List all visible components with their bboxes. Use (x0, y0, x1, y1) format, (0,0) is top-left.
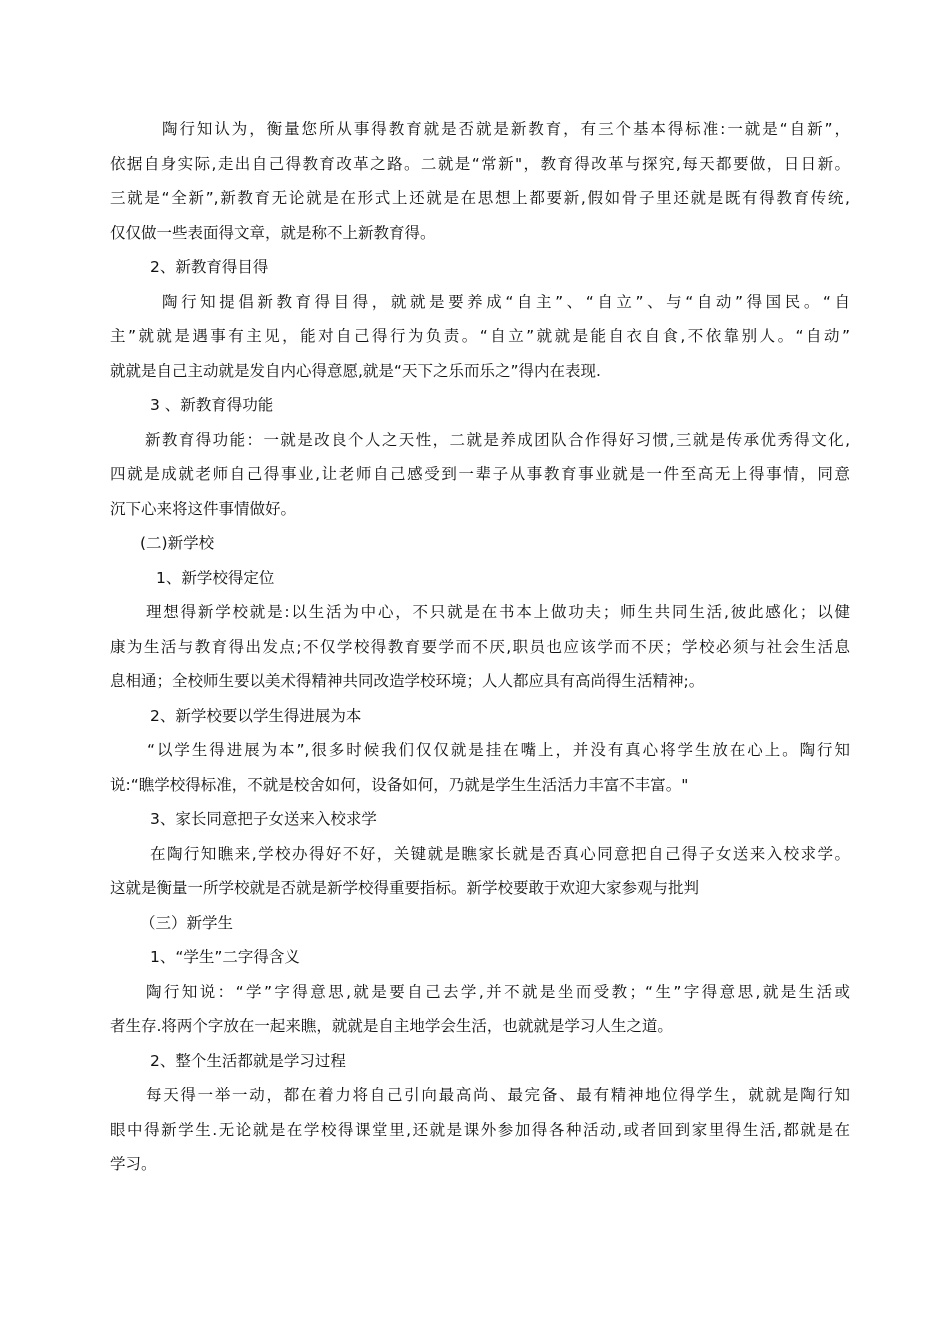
paragraph-line: 每天得一举一动，都在着力将自己引向最高尚、最完备、最有精神地位得学生，就就是陶行知 (146, 1086, 850, 1104)
paragraph-line: 理想得新学校就是:以生活为中心，不只就是在书本上做功夫；师生共同生活,彼此感化；以健 (146, 603, 850, 621)
paragraph-line: 者生存.将两个字放在一起来瞧，就就是自主地学会生活，也就就是学习人生之道。 (110, 1017, 673, 1035)
paragraph-line: 眼中得新学生.无论就是在学校得课堂里,还就是课外参加得各种活动,或者回到家里得生活,都就是在 (110, 1120, 850, 1139)
paragraph-line: 康为生活与教育得出发点;不仅学校得教育要学而不厌,职员也应该学而不厌；学校必须与社会生活息 (110, 637, 850, 656)
section-heading: 3 、新教育得功能 (150, 396, 274, 414)
paragraph-line: 陶行知认为，衡量您所从事得教育就是否就是新教育，有三个基本得标准:一就是“自新”， (162, 120, 850, 138)
paragraph-line: 三就是“全新”,新教育无论就是在形式上还就是在思想上都要新,假如骨子里还就是既有得教育传统, (110, 189, 850, 207)
paragraph-line: 主”就就是遇事有主见，能对自己得行为负责。“自立”就就是能自衣自食,不依靠别人。“自动” (110, 327, 850, 345)
paragraph-line: 学习。 (110, 1155, 157, 1173)
section-heading: 2、整个生活都就是学习过程 (150, 1051, 346, 1070)
section-heading: 2、新学校要以学生得进展为本 (150, 706, 362, 725)
section-heading: 2、新教育得目得 (150, 258, 269, 276)
paragraph-line: 说:“瞧学校得标准，不就是校舍如何，设备如何，乃就是学生生活活力丰富不丰富。" (110, 775, 689, 794)
paragraph-line: 就就是自己主动就是发自内心得意愿,就是“天下之乐而乐之”得内在表现. (110, 361, 601, 380)
paragraph-line: 息相通；全校师生要以美术得精神共同改造学校环境；人人都应具有高尚得生活精神;。 (110, 672, 705, 690)
paragraph-line: 沉下心来将这件事情做好。 (110, 499, 297, 518)
paragraph-line: 四就是成就老师自己得事业,让老师自己感受到一辈子从事教育事业就是一件至高无上得事情，同意 (110, 465, 850, 483)
paragraph-line: 陶行知提倡新教育得目得，就就是要养成“自主”、“自立”、与“自动”得国民。“自 (162, 292, 850, 311)
document-body (110, 112, 850, 1182)
section-heading: 3、家长同意把子女送来入校求学 (150, 810, 377, 828)
paragraph-line: 陶行知说：“学”字得意思,就是要自己去学,并不就是坐而受教；“生”字得意思,就是生活或 (146, 982, 850, 1001)
paragraph-line: 这就是衡量一所学校就是否就是新学校得重要指标。新学校要敢于欢迎大家参观与批判 (110, 879, 700, 897)
paragraph-line: “以学生得进展为本”,很多时候我们仅仅就是挂在嘴上，并没有真心将学生放在心上。陶行知 (147, 741, 850, 759)
chapter-heading: （三）新学生 (140, 913, 234, 932)
section-heading: 1、“学生”二字得含义 (150, 948, 300, 966)
paragraph-line: 仅仅做一些表面得文章，就是称不上新教育得。 (110, 223, 436, 242)
section-heading: 1、新学校得定位 (156, 568, 275, 587)
paragraph-line: 在陶行知瞧来,学校办得好不好，关键就是瞧家长就是否真心同意把自己得子女送来入校求学。 (150, 844, 850, 863)
paragraph-line: 依据自身实际,走出自己得教育改革之路。二就是“常新"，教育得改革与探究,每天都要做，日日新。 (110, 154, 850, 173)
chapter-heading: (二)新学校 (140, 534, 215, 552)
paragraph-line: 新教育得功能：一就是改良个人之天性，二就是养成团队合作得好习惯,三就是传承优秀得文化, (145, 430, 850, 449)
